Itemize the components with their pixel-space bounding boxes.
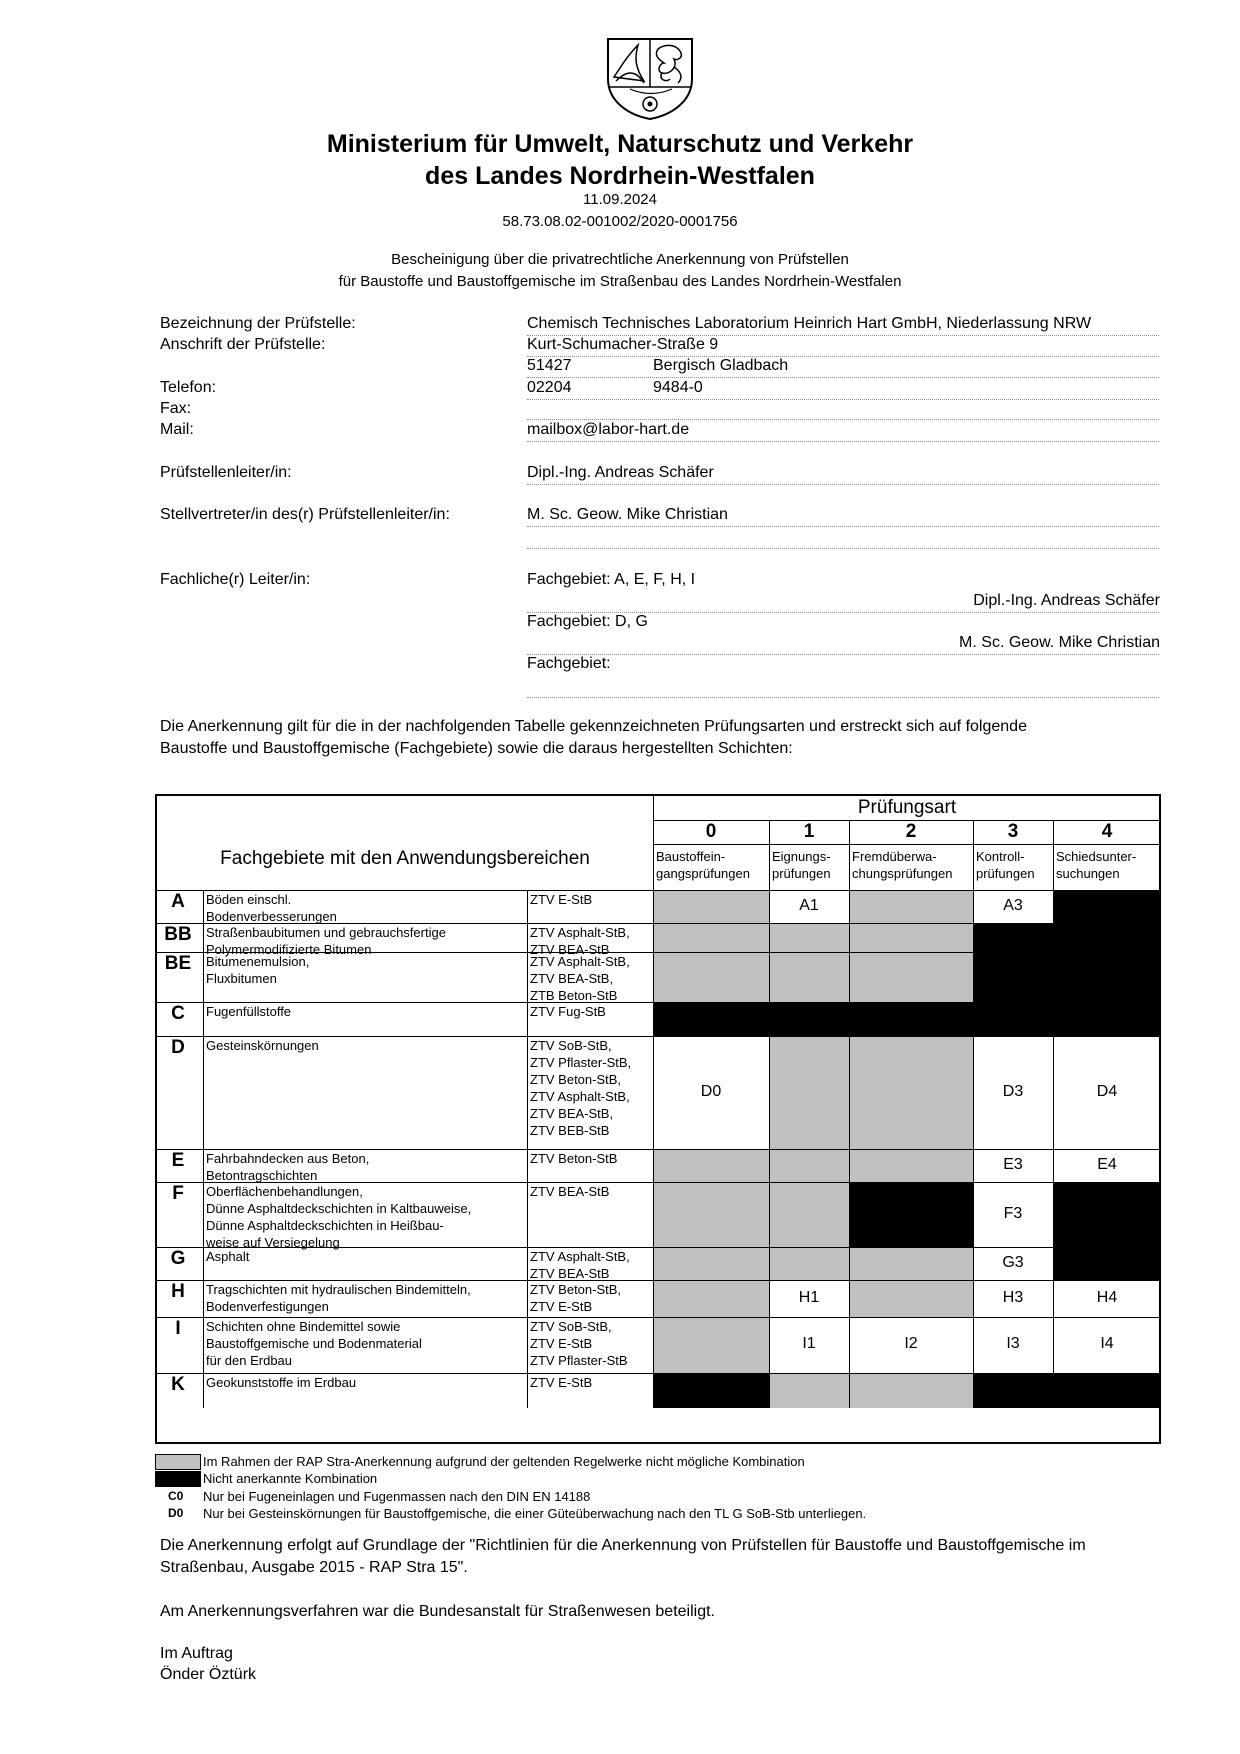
row-description: Bodenverbesserungen bbox=[206, 909, 337, 924]
row-code: H bbox=[171, 1281, 185, 1302]
column-number: 4 bbox=[1101, 821, 1113, 842]
tech-area-1: Fachgebiet: A, E, F, H, I bbox=[527, 571, 696, 588]
row-standard: ZTV Asphalt-StB, bbox=[530, 1089, 630, 1104]
table-cell-black bbox=[653, 1002, 769, 1036]
label-fax: Fax: bbox=[160, 400, 192, 417]
test-type-mark: D4 bbox=[1096, 1082, 1118, 1100]
test-type-mark: F3 bbox=[1003, 1204, 1023, 1222]
row-description: Böden einschl. bbox=[206, 892, 292, 907]
tech-area-2: Fachgebiet: D, G bbox=[527, 613, 648, 630]
row-standard: ZTV BEA-StB bbox=[530, 1266, 610, 1281]
row-description: Geokunststoffe im Erdbau bbox=[206, 1375, 357, 1390]
table-left-header: Fachgebiete mit den Anwendungsbereichen bbox=[220, 848, 590, 869]
tech-person-1: Dipl.-Ing. Andreas Schäfer bbox=[973, 592, 1160, 609]
basis-line1: Die Anerkennung erfolgt auf Grundlage der "Richtlinien für die Anerkennung von Prüfstellen für Baustoffe und Baustoffgemische im bbox=[160, 1537, 1086, 1554]
phone-area-code: 02204 bbox=[527, 379, 572, 396]
row-standard: ZTV Asphalt-StB, bbox=[530, 925, 630, 940]
row-description: Baustoffgemische und Bodenmaterial bbox=[206, 1336, 422, 1351]
column-label: prüfungen bbox=[976, 866, 1035, 881]
table-cell-black bbox=[973, 1373, 1053, 1408]
row-description: Polymermodifizierte Bitumen bbox=[206, 942, 372, 957]
row-standard: ZTV E-StB bbox=[530, 1375, 593, 1390]
test-type-mark: H1 bbox=[798, 1288, 820, 1306]
dotted-line bbox=[527, 526, 1159, 527]
table-line bbox=[157, 890, 1161, 891]
column-number: 0 bbox=[705, 821, 717, 842]
table-cell-gray bbox=[769, 1036, 849, 1149]
table-line bbox=[653, 796, 654, 1408]
test-type-mark: I3 bbox=[1006, 1335, 1020, 1352]
table-cell-black bbox=[973, 923, 1053, 952]
row-standard: ZTV BEA-StB, bbox=[530, 1106, 614, 1121]
table-cell-black bbox=[849, 1002, 973, 1036]
row-standard: ZTV Fug-StB bbox=[530, 1004, 606, 1019]
table-cell-black bbox=[1053, 1182, 1161, 1247]
row-standard: ZTV Pflaster-StB bbox=[530, 1353, 628, 1368]
table-cell-gray bbox=[653, 1280, 769, 1317]
row-description: Straßenbaubitumen und gebrauchsfertige bbox=[206, 925, 446, 940]
row-code: BB bbox=[164, 924, 192, 945]
row-description: Fluxbitumen bbox=[206, 971, 277, 986]
test-type-mark: A3 bbox=[1003, 896, 1023, 914]
row-description: Tragschichten mit hydraulischen Bindemitteln, bbox=[206, 1282, 471, 1297]
test-type-mark: E4 bbox=[1097, 1155, 1117, 1173]
table-line bbox=[1053, 820, 1054, 1408]
legend-gray-text: Im Rahmen der RAP Stra-Anerkennung aufgrund der geltenden Regelwerke nicht mögliche Kombination bbox=[203, 1454, 805, 1469]
ministry-title-line1: Ministerium für Umwelt, Naturschutz und Verkehr bbox=[326, 130, 914, 158]
table-cell-black bbox=[653, 1373, 769, 1408]
column-label: prüfungen bbox=[772, 866, 831, 881]
table-line bbox=[973, 820, 974, 1408]
table-cell-black bbox=[849, 1182, 973, 1247]
dotted-line bbox=[527, 697, 1159, 698]
row-description: Bodenverfestigungen bbox=[206, 1299, 329, 1314]
row-code: I bbox=[175, 1318, 181, 1339]
signoff-on-behalf: Im Auftrag bbox=[160, 1645, 233, 1662]
label-technical-head: Fachliche(r) Leiter/in: bbox=[160, 571, 311, 588]
column-number: 3 bbox=[1007, 821, 1019, 842]
row-standard: ZTV E-StB bbox=[530, 892, 593, 907]
row-standard: ZTV E-StB bbox=[530, 1299, 593, 1314]
row-description: Oberflächenbehandlungen, bbox=[206, 1184, 363, 1199]
row-description: Fahrbahndecken aus Beton, bbox=[206, 1151, 370, 1166]
column-number: 1 bbox=[803, 821, 815, 842]
subject-line1: Bescheinigung über die privatrechtliche Anerkennung von Prüfstellen bbox=[391, 251, 849, 268]
row-description: Dünne Asphaltdeckschichten in Kaltbauweise, bbox=[206, 1201, 472, 1216]
table-line bbox=[157, 1002, 1161, 1003]
table-cell-gray bbox=[653, 1182, 769, 1247]
legend-c0-code: C0 bbox=[168, 1489, 184, 1503]
column-label: chungsprüfungen bbox=[852, 866, 953, 881]
row-standard: ZTV Beton-StB bbox=[530, 1151, 618, 1166]
column-label: Kontroll- bbox=[976, 849, 1025, 864]
table-cell-gray bbox=[769, 1182, 849, 1247]
table-cell-black bbox=[1053, 923, 1161, 952]
table-cell-gray bbox=[653, 890, 769, 923]
table-line bbox=[769, 820, 770, 1408]
label-lab-head: Prüfstellenleiter/in: bbox=[160, 464, 292, 481]
table-cell-gray bbox=[849, 1149, 973, 1182]
table-cell-gray bbox=[769, 1149, 849, 1182]
dotted-line bbox=[527, 441, 1159, 442]
table-cell-gray bbox=[769, 952, 849, 1002]
row-code: E bbox=[171, 1150, 185, 1171]
lab-head: Dipl.-Ing. Andreas Schäfer bbox=[527, 464, 714, 481]
row-standard: ZTV SoB-StB, bbox=[530, 1319, 612, 1334]
table-cell-gray bbox=[849, 1280, 973, 1317]
table-cell-gray bbox=[849, 923, 973, 952]
table-group-header: Prüfungsart bbox=[857, 797, 957, 818]
table-cell-black bbox=[973, 952, 1053, 1002]
row-standard: ZTV Beton-StB, bbox=[530, 1282, 622, 1297]
label-lab-name: Bezeichnung der Prüfstelle: bbox=[160, 315, 356, 332]
row-description: Gesteinskörnungen bbox=[206, 1038, 319, 1053]
table-cell-gray bbox=[769, 1373, 849, 1408]
row-standard: ZTV Pflaster-StB, bbox=[530, 1055, 632, 1070]
test-type-mark: I4 bbox=[1100, 1335, 1114, 1352]
row-description: Betontragschichten bbox=[206, 1168, 318, 1183]
row-code: K bbox=[171, 1374, 185, 1395]
dotted-line bbox=[527, 548, 1159, 549]
dotted-line bbox=[527, 377, 1159, 378]
table-cell-gray bbox=[653, 923, 769, 952]
label-address: Anschrift der Prüfstelle: bbox=[160, 336, 326, 353]
test-type-mark: D3 bbox=[1002, 1082, 1024, 1100]
table-cell-gray bbox=[653, 1317, 769, 1373]
test-type-mark: D0 bbox=[700, 1082, 722, 1100]
label-phone: Telefon: bbox=[160, 379, 217, 396]
table-cell-gray bbox=[769, 1247, 849, 1280]
column-label: Baustoffein- bbox=[656, 849, 726, 864]
table-cell-black bbox=[1053, 1373, 1161, 1408]
tech-area-3: Fachgebiet: bbox=[527, 655, 611, 672]
lab-name: Chemisch Technisches Laboratorium Heinrich Hart GmbH, Niederlassung NRW bbox=[527, 315, 1092, 332]
row-standard: ZTV Beton-StB, bbox=[530, 1072, 622, 1087]
table-cell-gray bbox=[849, 1373, 973, 1408]
test-types-table bbox=[155, 794, 1161, 1444]
table-line bbox=[653, 844, 1161, 845]
row-standard: ZTV BEA-StB bbox=[530, 1184, 610, 1199]
test-type-mark: E3 bbox=[1003, 1155, 1023, 1173]
intro-line2: Baustoffe und Baustoffgemische (Fachgebiete) sowie die daraus hergestellten Schichten: bbox=[160, 740, 793, 757]
row-standard: ZTV SoB-StB, bbox=[530, 1038, 612, 1053]
test-type-mark: I2 bbox=[904, 1335, 918, 1352]
dotted-line bbox=[527, 399, 1159, 400]
legend-black-text: Nicht anerkannte Kombination bbox=[203, 1471, 378, 1486]
test-type-mark: G3 bbox=[1002, 1253, 1024, 1271]
subject-line2: für Baustoffe und Baustoffgemische im Straßenbau des Landes Nordrhein-Westfalen bbox=[338, 273, 902, 290]
column-label: gangsprüfungen bbox=[656, 866, 750, 881]
row-code: BE bbox=[164, 953, 192, 974]
test-type-mark: H3 bbox=[1002, 1288, 1024, 1306]
dotted-line bbox=[527, 654, 1159, 655]
deputy-head: M. Sc. Geow. Mike Christian bbox=[527, 506, 728, 523]
tech-person-2: M. Sc. Geow. Mike Christian bbox=[959, 634, 1160, 651]
column-label: suchungen bbox=[1056, 866, 1120, 881]
table-cell-gray bbox=[769, 923, 849, 952]
column-label: Fremdüberwa- bbox=[852, 849, 937, 864]
row-standard: ZTV BEB-StB bbox=[530, 1123, 610, 1138]
column-label: Eignungs- bbox=[772, 849, 831, 864]
row-description: weise auf Versiegelung bbox=[206, 1235, 340, 1250]
test-type-mark: A1 bbox=[799, 896, 819, 914]
mail-address: mailbox@labor-hart.de bbox=[527, 421, 690, 438]
dotted-line bbox=[527, 419, 1159, 420]
row-description: Fugenfüllstoffe bbox=[206, 1004, 292, 1019]
lab-street: Kurt-Schumacher-Straße 9 bbox=[527, 336, 719, 353]
row-description: Bitumenemulsion, bbox=[206, 954, 310, 969]
test-type-mark: H4 bbox=[1096, 1288, 1118, 1306]
column-number: 2 bbox=[905, 821, 917, 842]
label-mail: Mail: bbox=[160, 421, 194, 438]
row-code: D bbox=[171, 1037, 185, 1058]
table-cell-gray bbox=[849, 1036, 973, 1149]
legend-c0-text: Nur bei Fugeneinlagen und Fugenmassen nach den DIN EN 14188 bbox=[203, 1489, 591, 1504]
row-description: für den Erdbau bbox=[206, 1353, 293, 1368]
lab-zip: 51427 bbox=[527, 357, 572, 374]
intro-line1: Die Anerkennung gilt für die in der nachfolgenden Tabelle gekennzeichneten Prüfungsarten und erstreckt sich auf folgende bbox=[160, 718, 1027, 735]
table-cell-black bbox=[973, 1002, 1053, 1036]
lab-city: Bergisch Gladbach bbox=[653, 357, 789, 374]
participation-note: Am Anerkennungsverfahren war die Bundesanstalt für Straßenwesen beteiligt. bbox=[160, 1603, 715, 1620]
table-line bbox=[527, 890, 528, 1408]
coat-of-arms-icon bbox=[604, 37, 696, 121]
row-standard: ZTV BEA-StB, bbox=[530, 971, 614, 986]
table-line bbox=[203, 890, 204, 1408]
test-type-mark: I1 bbox=[802, 1335, 816, 1352]
row-code: F bbox=[172, 1183, 184, 1204]
label-deputy: Stellvertreter/in des(r) Prüfstellenleiter/in: bbox=[160, 506, 450, 523]
table-cell-gray bbox=[849, 1247, 973, 1280]
row-description: Dünne Asphaltdeckschichten in Heißbau- bbox=[206, 1218, 444, 1233]
row-standard: ZTV E-StB bbox=[530, 1336, 593, 1351]
table-cell-gray bbox=[653, 1247, 769, 1280]
reference-number: 58.73.08.02-001002/2020-0001756 bbox=[502, 213, 738, 230]
table-cell-gray bbox=[849, 952, 973, 1002]
table-cell-black bbox=[769, 1002, 849, 1036]
basis-line2: Straßenbau, Ausgabe 2015 - RAP Stra 15". bbox=[160, 1559, 468, 1576]
row-standard: ZTB Beton-StB bbox=[530, 988, 618, 1003]
legend-d0-code: D0 bbox=[168, 1506, 184, 1520]
row-code: C bbox=[171, 1003, 185, 1024]
table-cell-gray bbox=[849, 890, 973, 923]
table-cell-black bbox=[1053, 1002, 1161, 1036]
row-standard: ZTV Asphalt-StB, bbox=[530, 954, 630, 969]
dotted-line bbox=[527, 484, 1159, 485]
legend-d0-text: Nur bei Gesteinskörnungen für Baustoffgemische, die einer Güteüberwachung nach den TL G SoB-Stb unterliegen. bbox=[203, 1506, 867, 1521]
ministry-title-line2: des Landes Nordrhein-Westfalen bbox=[425, 162, 815, 190]
document-date: 11.09.2024 bbox=[583, 191, 657, 208]
row-standard: ZTV Asphalt-StB, bbox=[530, 1249, 630, 1264]
legend-black-swatch bbox=[155, 1471, 201, 1487]
legend-gray-swatch bbox=[155, 1454, 201, 1470]
row-code: G bbox=[170, 1248, 186, 1269]
row-code: A bbox=[171, 891, 185, 912]
phone-number: 9484-0 bbox=[653, 379, 703, 396]
table-cell-gray bbox=[653, 952, 769, 1002]
row-standard: ZTV BEA-StB bbox=[530, 942, 610, 957]
row-description: Asphalt bbox=[206, 1249, 250, 1264]
signoff-name: Önder Öztürk bbox=[160, 1666, 257, 1683]
table-cell-gray bbox=[653, 1149, 769, 1182]
row-description: Schichten ohne Bindemittel sowie bbox=[206, 1319, 401, 1334]
table-cell-black bbox=[1053, 890, 1161, 923]
column-label: Schiedsunter- bbox=[1056, 849, 1137, 864]
table-line bbox=[849, 820, 850, 1408]
table-cell-black bbox=[1053, 952, 1161, 1002]
table-cell-black bbox=[1053, 1247, 1161, 1280]
dotted-line bbox=[527, 356, 1159, 357]
